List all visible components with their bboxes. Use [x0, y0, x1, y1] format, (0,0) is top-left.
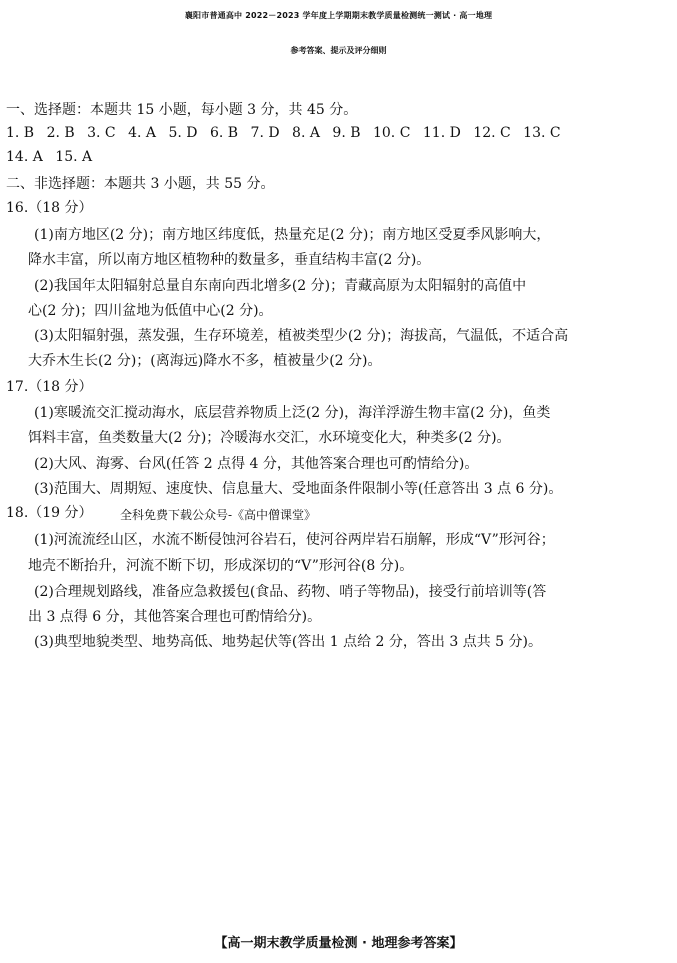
q18-part1-line1: (1)河流流经山区，水流不断侵蚀河谷岩石，使河谷两岸岩石崩解，形成“V”形河谷； [34, 532, 555, 548]
q17-part1-line1: (1)寒暖流交汇搅动海水，底层营养物质上泛(2 分)，海洋浮游生物丰富(2 分)，鱼类 [34, 405, 551, 421]
question-18-label: 18.（19 分） [6, 505, 93, 521]
section2-heading: 二、非选择题：本题共 3 小题，共 55 分。 [6, 176, 275, 192]
page-title: 襄阳市普通高中 2022－2023 学年度上学期期末教学质量检测统一测试 · 高一地理 [184, 11, 493, 20]
q18-download-note: 全科免费下载公众号-《高中僧课堂》 [120, 508, 317, 522]
q16-part2-line1: (2)我国年太阳辐射总量自东南向西北增多(2 分)；青藏高原为太阳辐射的高值中 [34, 278, 527, 294]
answer-item: 15. A [55, 149, 93, 165]
answer-item: 10. C [372, 125, 411, 141]
q16-part2-line2: 心(2 分)；四川盆地为低值中心(2 分)。 [28, 303, 273, 319]
q17-part2: (2)大风、海雾、台风(任答 2 点得 4 分，其他答案合理也可酌情给分)。 [34, 456, 479, 472]
answer-item: 14. A [6, 149, 43, 165]
q17-part1-line2: 饵料丰富，鱼类数量大(2 分)；冷暖海水交汇，水环境变化大，种类多(2 分)。 [28, 430, 511, 446]
answer-item: 6. B [209, 125, 239, 141]
q17-part3: (3)范围大、周期短、速度快、信息量大、受地面条件限制小等(任意答出 3 点 6 分)。 [34, 481, 563, 497]
q16-part3-line1: (3)太阳辐射强，蒸发强，生存环境差，植被类型少(2 分)；海拔高，气温低，不适合高 [34, 328, 569, 344]
section1-heading: 一、选择题：本题共 15 小题，每小题 3 分，共 45 分。 [6, 102, 358, 118]
answer-item: 11. D [422, 125, 461, 141]
answer-item: 8. A [292, 125, 320, 141]
answer-item: 9. B [332, 125, 361, 141]
q16-part1-line1: (1)南方地区(2 分)；南方地区纬度低，热量充足(2 分)；南方地区受夏季风影响大， [34, 227, 551, 243]
answer-item: 2. B [46, 125, 75, 141]
q18-part2-line2: 出 3 点得 6 分，其他答案合理也可酌情给分)。 [28, 609, 322, 625]
q18-part2-line1: (2)合理规划路线，准备应急救援包(食品、药物、哨子等物品)，接受行前培训等(答 [34, 584, 547, 600]
choice-answer-list [6, 124, 666, 166]
answer-item: 1. B [6, 125, 35, 141]
answer-item: 13. C [523, 125, 561, 141]
page-footer: 【高一期末教学质量检测 · 地理参考答案】 [214, 936, 463, 951]
page-subtitle: 参考答案、提示及评分细则 [290, 46, 387, 55]
answer-item: 4. A [128, 125, 157, 141]
q16-part3-line2: 大乔木生长(2 分)；(离海远)降水不多，植被量少(2 分)。 [28, 353, 382, 369]
q18-part1-line2: 地壳不断抬升，河流不断下切，形成深切的“V”形河谷(8 分)。 [28, 558, 414, 574]
answer-item: 12. C [473, 125, 511, 141]
q18-part3: (3)典型地貌类型、地势高低、地势起伏等(答出 1 点给 2 分，答出 3 点共 5 分)。 [34, 634, 542, 650]
question-17-label: 17.（18 分） [6, 379, 93, 395]
q16-part1-line2: 降水丰富，所以南方地区植物种的数量多，垂直结构丰富(2 分)。 [28, 252, 431, 268]
answer-item: 5. D [168, 125, 198, 141]
answer-item: 3. C [87, 125, 116, 141]
answer-item: 7. D [250, 125, 280, 141]
question-16-label: 16.（18 分） [6, 200, 93, 216]
